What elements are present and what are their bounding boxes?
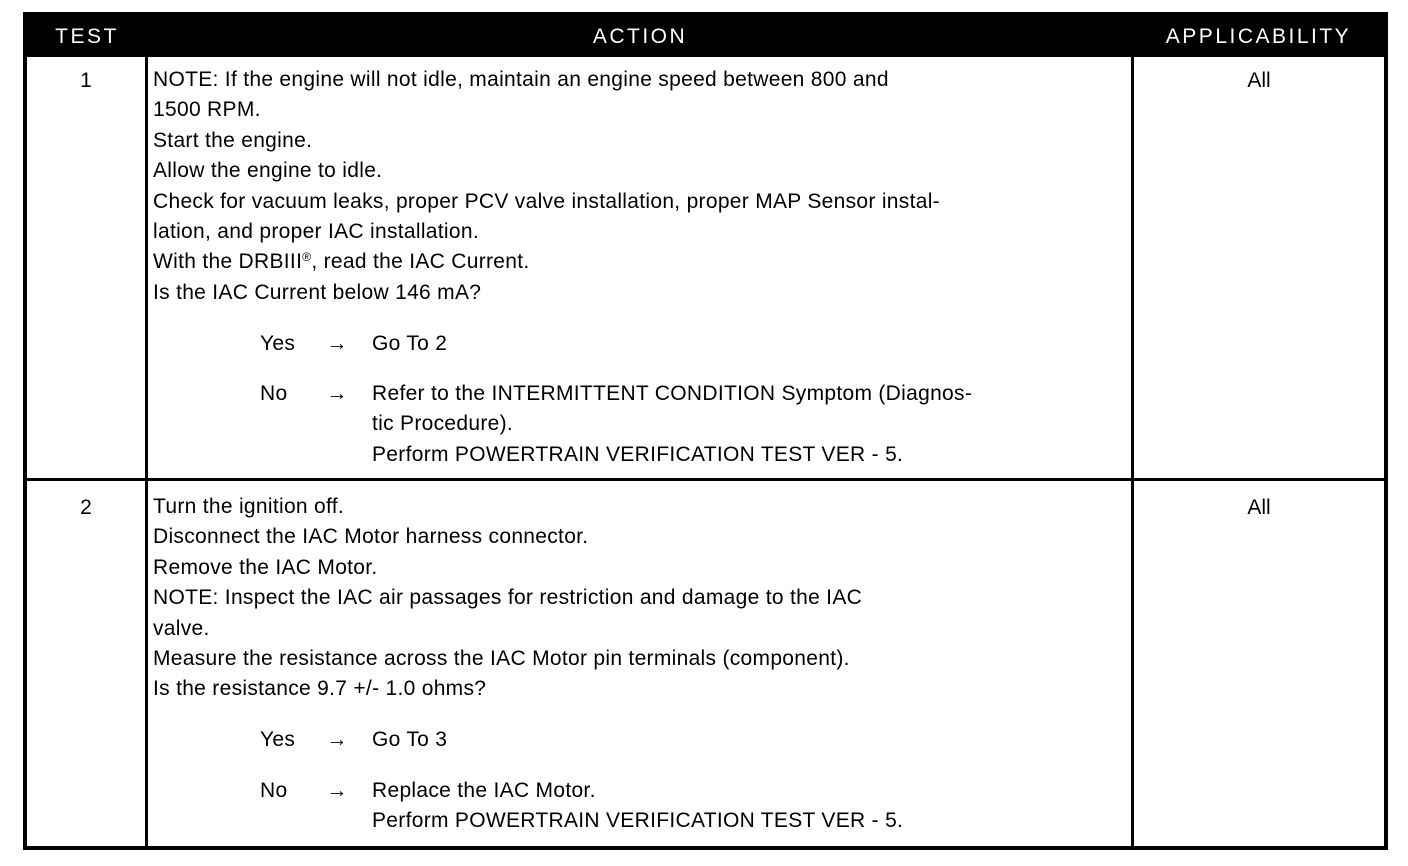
row-2-test-number: 2 [80, 496, 92, 519]
result-line: Go To 2 [372, 332, 448, 355]
result-line: Perform POWERTRAIN VERIFICATION TEST VER - 5. [372, 442, 904, 466]
action-line: Is the resistance 9.7 +/- 1.0 ohms? [153, 677, 487, 701]
no-result [372, 379, 1132, 470]
no-label: No [260, 779, 288, 802]
arrow-icon: → [326, 728, 348, 751]
arrow-icon: → [326, 332, 348, 355]
action-line: Disconnect the IAC Motor harness connector. [153, 525, 589, 549]
result-line: tic Procedure). [372, 412, 514, 436]
drbiii-text-continued: , read the IAC Current. [311, 250, 530, 274]
action-line: Allow the engine to idle. [153, 159, 383, 183]
drbiii-text: With the DRBIII [153, 250, 303, 274]
action-line: Turn the ignition off. [153, 495, 345, 518]
table-header [27, 16, 1384, 57]
no-label: No [260, 382, 288, 405]
header-test: TEST [55, 25, 119, 48]
row-divider [27, 478, 1384, 481]
arrow-icon: → [326, 779, 348, 802]
header-applicability: APPLICABILITY [1165, 25, 1352, 48]
row-2-yes-answer [260, 725, 1140, 757]
row-1-test-number: 1 [80, 69, 92, 92]
action-line: Remove the IAC Motor. [153, 555, 378, 579]
result-line: Go To 3 [372, 728, 448, 751]
action-line: Is the IAC Current below 146 mA? [153, 280, 482, 304]
column-divider-test-action [145, 57, 148, 846]
action-line: Check for vacuum leaks, proper PCV valve installation, proper MAP Sensor instal- [153, 189, 940, 213]
action-line: NOTE: If the engine will not idle, maintain an engine speed between 800 and [153, 68, 889, 91]
action-line: 1500 RPM. [153, 98, 261, 122]
action-line: Measure the resistance across the IAC Motor pin terminals (component). [153, 647, 850, 671]
row-2-applicability: All [1247, 496, 1271, 519]
diagnostic-test-table [23, 12, 1388, 850]
row-1-yes-answer [260, 329, 1140, 361]
yes-label: Yes [260, 728, 296, 751]
yes-label: Yes [260, 332, 296, 355]
result-line: Replace the IAC Motor. [372, 779, 596, 802]
row-1-applicability: All [1247, 69, 1271, 92]
action-line: Start the engine. [153, 128, 313, 152]
header-action: ACTION [592, 25, 688, 48]
action-line [153, 247, 1125, 277]
yes-result [372, 329, 1132, 359]
action-line: NOTE: Inspect the IAC air passages for restriction and damage to the IAC [153, 586, 863, 610]
result-line: Perform POWERTRAIN VERIFICATION TEST VER - 5. [372, 809, 904, 833]
row-1-action [153, 65, 1125, 308]
row-2-action [153, 492, 1125, 705]
result-line: Refer to the INTERMITTENT CONDITION Symptom (Diagnos- [372, 382, 973, 405]
action-line: lation, and proper IAC installation. [153, 220, 479, 244]
no-result [372, 776, 1132, 837]
row-2-no-answer [260, 776, 1140, 840]
yes-result [372, 725, 1132, 755]
arrow-icon: → [326, 382, 348, 405]
row-1-no-answer [260, 379, 1140, 474]
action-line: valve. [153, 616, 210, 640]
registered-mark: ® [302, 250, 312, 265]
